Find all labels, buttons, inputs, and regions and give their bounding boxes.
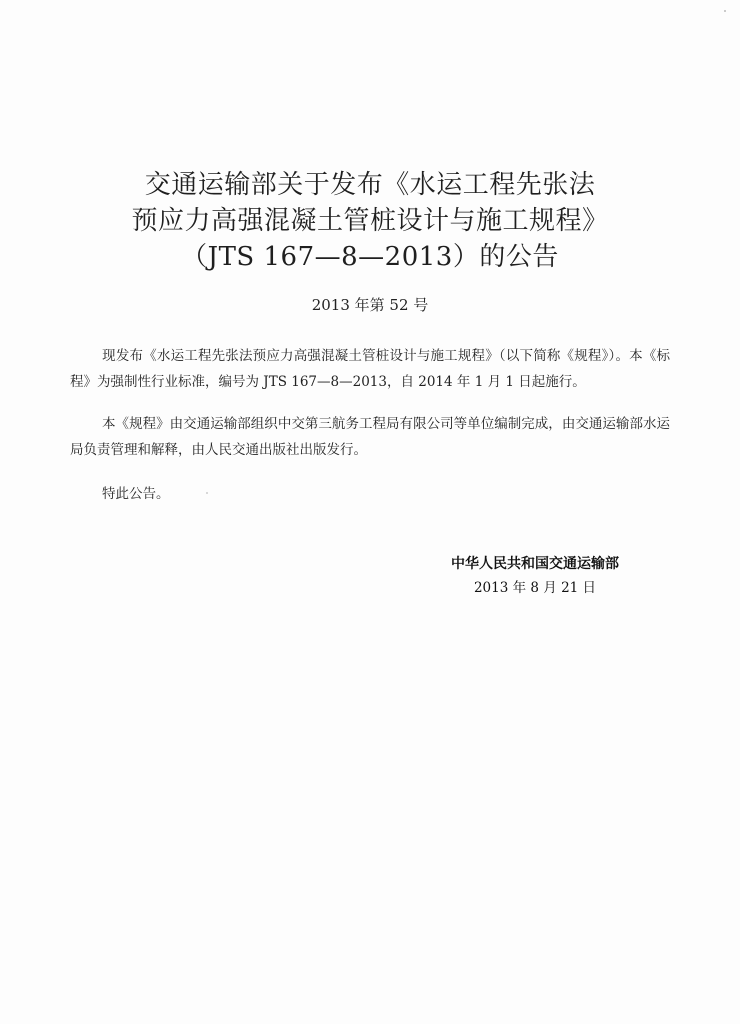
paragraph-responsibility: [70, 411, 670, 463]
issue-date: 2013 年 8 月 21 日: [473, 580, 597, 596]
title-line-2: 预应力高强混凝土管桩设计与施工规程》: [131, 206, 609, 236]
title-line-1: 交通运输部关于发布《水运工程先张法: [144, 170, 596, 200]
paragraph-3-text: 特此公告。: [102, 486, 170, 502]
paragraph-2-text: 本《规程》由交通运输部组织中交第三航务工程局有限公司等单位编制完成，由交通运输部水运局负责管理和解释，由人民交通出版社出版发行。: [70, 416, 670, 458]
issuer-name: 中华人民共和国交通运输部: [451, 556, 619, 572]
title-line-3: （JTS 167—8—2013）的公告: [181, 242, 559, 272]
document-number: 2013 年第 52 号: [311, 296, 429, 314]
scan-speck: [206, 492, 208, 494]
paragraph-closing: [70, 481, 670, 507]
paragraph-announcement: [70, 343, 670, 395]
scan-speck: [724, 10, 726, 12]
paragraph-1-text: 现发布《水运工程先张法预应力高强混凝土管桩设计与施工规程》（以下简称《规程》）。本《标程》为强制性行业标准，编号为 JTS 167—8—2013，自 2014 年 1 月 1 日起施行。: [70, 348, 670, 390]
